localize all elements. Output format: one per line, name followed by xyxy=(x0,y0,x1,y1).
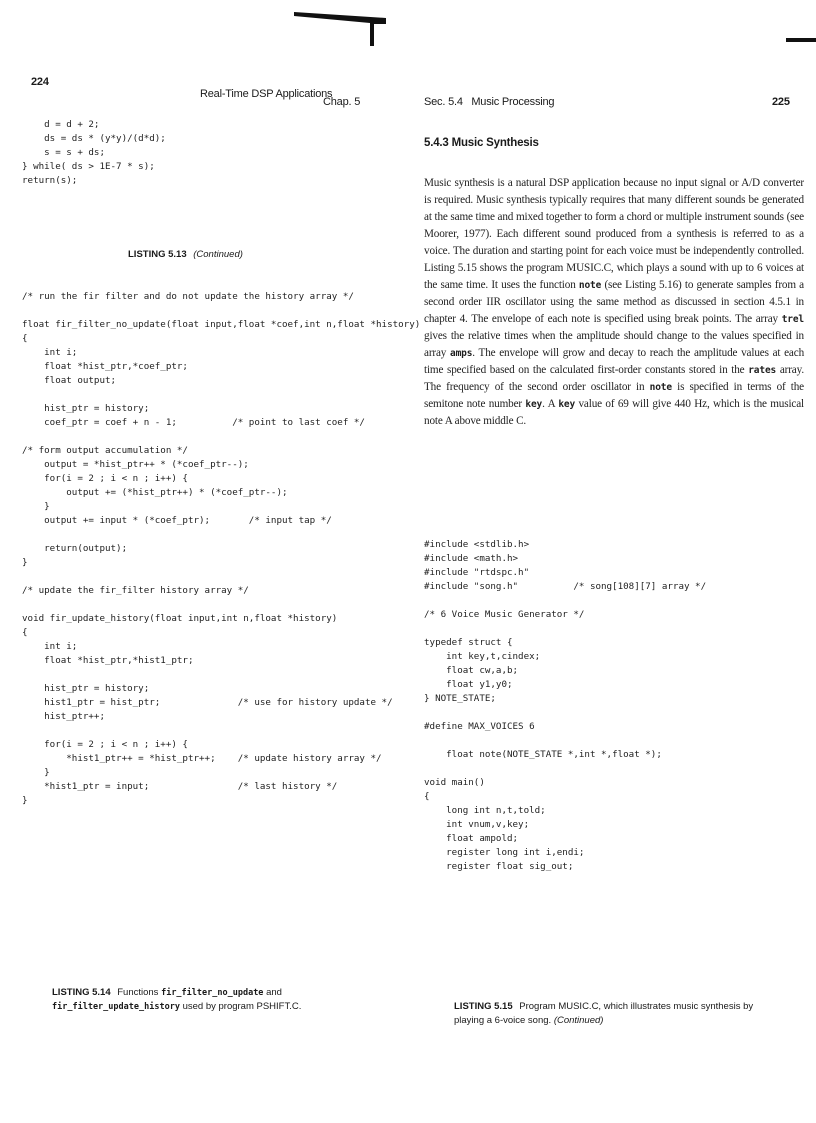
caption-text: Functions xyxy=(117,987,159,998)
code-line xyxy=(22,570,420,584)
code-line: float *hist_ptr,*hist1_ptr; xyxy=(22,655,194,666)
caption-text: used by program PSHIFT.C. xyxy=(182,1001,302,1012)
code-block-music-main xyxy=(424,538,706,874)
paragraph-text: value of 69 will give 440 Hz, which is the musical note A above middle C. xyxy=(424,398,805,427)
code-line: s = s + ds; xyxy=(22,147,105,158)
code-keyword: trel xyxy=(781,314,804,325)
paragraph-text: . A xyxy=(542,398,559,410)
code-line: output = *hist_ptr++ * (*coef_ptr--); xyxy=(22,459,249,470)
code-line: *hist1_ptr = input; /* last history */ xyxy=(22,781,338,792)
paragraph-text: Music synthesis is a natural DSP application because no input signal or A/D converter is required. Music synthesis typically requires that many different sounds be generated at the same time and mixed together to form a chord or multiple instrument sounds (see Moorer, 1977). Each different sound produced from a synthesis is referred to as a voice. The duration and starting point for each voice must be independently controlled. Listing 5.15 shows the program MUSIC.C, which plays a sound with up to 6 voices at the same time. It uses the function xyxy=(424,177,804,291)
paragraph-text: . The envelope will grow and decay to reach the amplitude values at each time specified based on the calculated first-order constants stored in the xyxy=(424,347,805,376)
code-line: float ampold; xyxy=(424,833,519,844)
code-line: float cw,a,b; xyxy=(424,665,519,676)
code-line: } xyxy=(22,795,28,806)
code-line: } xyxy=(22,557,28,568)
code-line: /* run the fir filter and do not update the history array */ xyxy=(22,291,354,302)
code-line: typedef struct { xyxy=(424,637,513,648)
code-line xyxy=(424,762,706,776)
page-number-right: 225 xyxy=(772,96,790,108)
code-line: register long int i,endi; xyxy=(424,847,585,858)
code-line: hist_ptr = history; xyxy=(22,683,150,694)
code-line: hist_ptr++; xyxy=(22,711,105,722)
code-line xyxy=(22,430,420,444)
code-block-fir-functions xyxy=(22,290,420,808)
chapter-label: Chap. 5 xyxy=(323,96,361,108)
code-line xyxy=(22,528,420,542)
code-keyword: note xyxy=(578,280,602,291)
code-line: for(i = 2 ; i < n ; i++) { xyxy=(22,739,188,750)
right-page xyxy=(408,0,816,1123)
code-line: for(i = 2 ; i < n ; i++) { xyxy=(22,473,188,484)
function-name: fir_filter_no_update xyxy=(161,988,264,998)
code-line xyxy=(424,706,706,720)
code-line: ds = ds * (y*y)/(d*d); xyxy=(22,133,166,144)
code-line xyxy=(424,594,706,608)
code-line: d = d + 2; xyxy=(22,119,100,130)
code-line: float fir_filter_no_update(float input,float *coef,int n,float *history) xyxy=(22,319,421,330)
code-line xyxy=(424,622,706,636)
code-line xyxy=(22,304,420,318)
code-line: output += input * (*coef_ptr); /* input tap */ xyxy=(22,515,332,526)
listing-label: LISTING 5.14 xyxy=(52,987,111,998)
paragraph-text: array. The frequency of the second order oscillator in xyxy=(424,364,804,393)
continued-label: (Continued) xyxy=(193,249,243,260)
code-line: int i; xyxy=(22,347,78,358)
code-line xyxy=(22,598,420,612)
code-line: int i; xyxy=(22,641,78,652)
code-keyword: amps xyxy=(450,348,473,359)
code-line: } xyxy=(22,501,50,512)
code-line: } NOTE_STATE; xyxy=(424,693,496,704)
listing-515-caption xyxy=(454,1000,774,1028)
code-line xyxy=(22,724,420,738)
code-line xyxy=(424,734,706,748)
code-line: float note(NOTE_STATE *,int *,float *); xyxy=(424,749,662,760)
listing-514-caption xyxy=(52,986,352,1014)
code-line: int vnum,v,key; xyxy=(424,819,530,830)
listing-label: LISTING 5.13 xyxy=(128,249,187,260)
code-line: } xyxy=(22,767,50,778)
code-line: /* update the fir_filter history array */ xyxy=(22,585,249,596)
code-keyword: rates xyxy=(748,365,777,376)
code-line: { xyxy=(424,791,430,802)
code-line: return(output); xyxy=(22,543,128,554)
code-line: hist1_ptr = hist_ptr; /* use for history update */ xyxy=(22,697,393,708)
code-line: #include <math.h> xyxy=(424,553,519,564)
code-line: float *hist_ptr,*coef_ptr; xyxy=(22,361,188,372)
code-line: float y1,y0; xyxy=(424,679,513,690)
code-line: #include "rtdspc.h" xyxy=(424,567,530,578)
code-line: { xyxy=(22,627,28,638)
page-number-left: 224 xyxy=(31,76,49,88)
code-keyword: key xyxy=(525,399,543,410)
paragraph-text: (see Listing 5.16) to generate samples from a second order IIR oscillator using the same method as discussed in section 4.5.1 in chapter 4. The envelope of each note is specified using break points. The array xyxy=(424,279,804,325)
section-running-head: Sec. 5.4 Music Processing xyxy=(424,96,555,108)
code-line: int key,t,cindex; xyxy=(424,651,541,662)
code-line: long int n,t,told; xyxy=(424,805,546,816)
code-line xyxy=(22,668,420,682)
body-paragraph xyxy=(424,175,804,430)
code-line: coef_ptr = coef + n - 1; /* point to last coef */ xyxy=(22,417,365,428)
paragraph-text: is specified in terms of the semitone note number xyxy=(424,381,805,410)
caption-text: and xyxy=(266,987,282,998)
code-line: /* 6 Voice Music Generator */ xyxy=(424,609,585,620)
code-keyword: key xyxy=(558,399,576,410)
running-head: Real-Time DSP Applications xyxy=(200,88,333,100)
code-line: register float sig_out; xyxy=(424,861,574,872)
code-line: *hist1_ptr++ = *hist_ptr++; /* update history array */ xyxy=(22,753,382,764)
listing-513-caption xyxy=(128,248,243,262)
paragraph-text: gives the relative times when the amplitude should change to the values specified in array xyxy=(424,330,804,359)
code-line: { xyxy=(22,333,28,344)
listing-label: LISTING 5.15 xyxy=(454,1001,513,1012)
code-line: /* form output accumulation */ xyxy=(22,445,188,456)
code-line: void main() xyxy=(424,777,485,788)
code-line: #include "song.h" /* song[108][7] array */ xyxy=(424,581,707,592)
code-line: #define MAX_VOICES 6 xyxy=(424,721,535,732)
code-line: return(s); xyxy=(22,175,78,186)
code-line: } while( ds > 1E-7 * s); xyxy=(22,161,155,172)
code-line: output += (*hist_ptr++) * (*coef_ptr--); xyxy=(22,487,288,498)
code-line: float output; xyxy=(22,375,117,386)
code-line: #include <stdlib.h> xyxy=(424,539,530,550)
function-name: fir_filter_update_history xyxy=(52,1002,180,1012)
code-line xyxy=(22,388,420,402)
code-line: void fir_update_history(float input,int n,float *history) xyxy=(22,613,338,624)
section-title: 5.4.3 Music Synthesis xyxy=(424,137,539,149)
code-line: hist_ptr = history; xyxy=(22,403,150,414)
continued-label: (Continued) xyxy=(553,1015,604,1026)
caption-text: Program MUSIC.C, which illustrates music synthesis by playing a 6-voice song. xyxy=(454,1001,754,1026)
code-block-top xyxy=(22,118,166,188)
code-keyword: note xyxy=(649,382,672,393)
